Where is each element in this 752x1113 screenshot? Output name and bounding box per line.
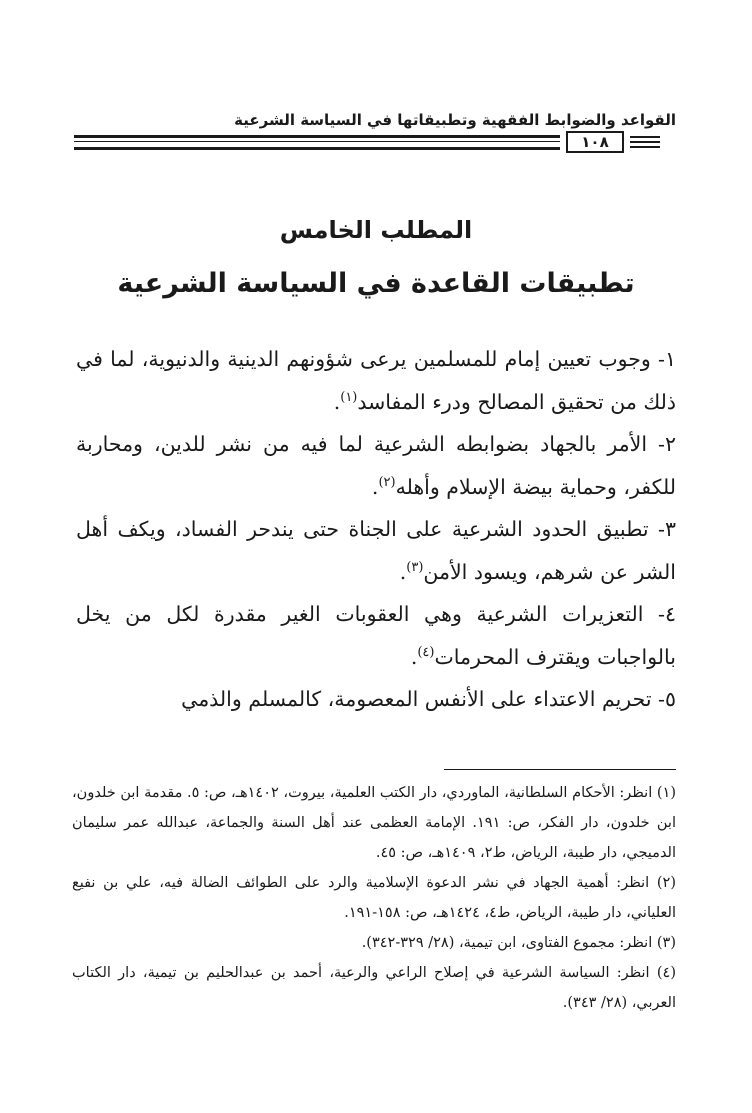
item-text: ٤- التعزيرات الشرعية وهي العقوبات الغير مقدرة لكل من يخل بالواجبات ويقترف المحرمات bbox=[76, 602, 676, 669]
item-text: ٥- تحريم الاعتداء على الأنفس المعصومة، كالمسلم والذمي bbox=[181, 687, 676, 711]
item-end: . bbox=[333, 389, 341, 414]
footnote: (١) انظر: الأحكام السلطانية، الماوردي، دار الكتب العلمية، بيروت، ١٤٠٢هـ، ص: ٥. مقدمة ابن خلدون، ابن خلدون، دار الفكر، ص: ١٩١. الإمامة العظمى عند أهل السنة والجماعة، عبدالله عمر سليمان الدميجي، دار طيبة، الرياض، ط٢، ١٤٠٩هـ، ص: ٤٥. bbox=[72, 785, 676, 861]
section-title: تطبيقات القاعدة في السياسة الشرعية bbox=[117, 268, 635, 299]
footnote-ref: (٤) bbox=[417, 644, 435, 660]
section-subtitle: المطلب الخامس bbox=[279, 216, 473, 244]
page-number-ornament-line bbox=[630, 141, 660, 143]
footnote-ref: (٢) bbox=[378, 474, 396, 490]
footnote: (٣) انظر: مجموع الفتاوى، ابن تيمية، (٢٨/ ٣٢٩-٣٤٢). bbox=[361, 935, 676, 951]
footnote: (٢) انظر: أهمية الجهاد في نشر الدعوة الإسلامية والرد على الطوائف الضالة فيه، علي بن نفيع العلياني، دار طيبة، الرياض، ط٤، ١٤٢٤هـ، ص: ١٥٨-١٩١. bbox=[72, 875, 676, 921]
body-item bbox=[76, 423, 676, 508]
header-rule-thick-bottom bbox=[74, 147, 560, 150]
footnotes bbox=[72, 778, 676, 1018]
footnote-ref: (٣) bbox=[406, 559, 424, 575]
header-rule-thick-top bbox=[74, 135, 560, 138]
running-header-title: القواعد والضوابط الفقهية وتطبيقاتها في السياسة الشرعية bbox=[234, 111, 676, 129]
footnote-separator bbox=[444, 769, 676, 770]
footnote-ref: (١) bbox=[340, 389, 358, 405]
page-number: ١٠٨ bbox=[566, 131, 624, 153]
page-number-ornament-line bbox=[630, 136, 660, 138]
item-end: . bbox=[399, 559, 407, 584]
header-rule-thin bbox=[74, 141, 560, 142]
item-text: ١- وجوب تعيين إمام للمسلمين يرعى شؤونهم الدينية والدنيوية، لما في ذلك من تحقيق المصالح ودرء المفاسد bbox=[76, 347, 676, 414]
page-number-ornament-line bbox=[630, 146, 660, 148]
item-text: ٢- الأمر بالجهاد بضوابطه الشرعية لما فيه من نشر للدين، ومحاربة للكفر، وحماية بيضة الإسلام وأهله bbox=[76, 432, 676, 499]
body-text bbox=[76, 338, 676, 721]
body-item bbox=[76, 678, 676, 721]
footnote: (٤) انظر: السياسة الشرعية في إصلاح الراعي والرعية، أحمد بن عبدالحليم بن تيمية، دار الكتاب العربي، (٢٨/ ٣٤٣). bbox=[72, 965, 676, 1011]
body-item bbox=[76, 338, 676, 423]
item-text: ٣- تطبيق الحدود الشرعية على الجناة حتى يندحر الفساد، ويكف أهل الشر عن شرهم، ويسود الأمن bbox=[76, 517, 676, 584]
item-end: . bbox=[371, 474, 379, 499]
body-item bbox=[76, 593, 676, 678]
body-item bbox=[76, 508, 676, 593]
item-end: . bbox=[410, 644, 418, 669]
